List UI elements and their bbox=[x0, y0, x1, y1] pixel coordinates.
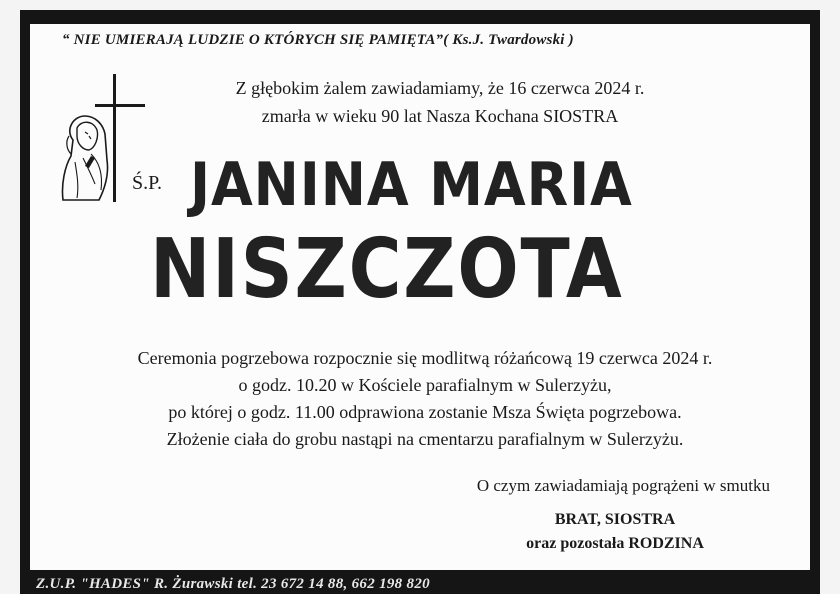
ceremony-line-4: Złożenie ciała do grobu nastąpi na cmentarzu parafialnym w Sulerzyżu. bbox=[166, 429, 684, 449]
family-line-2: oraz pozostała RODZINA bbox=[526, 535, 704, 552]
praying-figure-icon bbox=[62, 116, 107, 200]
intro-line-1: Z głębokim żalem zawiadamiamy, że 16 czerwca 2024 r. bbox=[235, 78, 645, 98]
first-names: JANINA MARIA bbox=[190, 150, 633, 220]
ceremony-line-3: po której o godz. 11.00 odprawiona zostanie Msza Święta pogrzebowa. bbox=[168, 402, 682, 422]
notify-line: O czym zawiadamiają pogrążeni w smutku bbox=[476, 476, 770, 495]
funeral-home-footer: Z.U.P. "HADES" R. Żurawski tel. 23 672 14 88, 662 198 820 bbox=[36, 576, 430, 592]
surname: NISZCZOTA bbox=[150, 222, 624, 317]
ceremony-line-1: Ceremonia pogrzebowa rozpocznie się modlitwą różańcową 19 czerwca 2024 r. bbox=[137, 348, 713, 368]
ceremony-line-2: o godz. 10.20 w Kościele parafialnym w Sulerzyżu, bbox=[238, 375, 612, 395]
family-line-1: BRAT, SIOSTRA bbox=[554, 511, 676, 528]
intro-line-2: zmarła w wieku 90 lat Nasza Kochana SIOSTRA bbox=[261, 106, 619, 126]
family-signature bbox=[500, 508, 730, 556]
intro-text bbox=[170, 74, 710, 130]
motto-quote: “ NIE UMIERAJĄ LUDZIE O KTÓRYCH SIĘ PAMIĘTA”( Ks.J. Twardowski ) bbox=[62, 32, 574, 48]
ceremony-text bbox=[60, 345, 790, 453]
prefix-label: Ś.P. bbox=[132, 172, 163, 194]
